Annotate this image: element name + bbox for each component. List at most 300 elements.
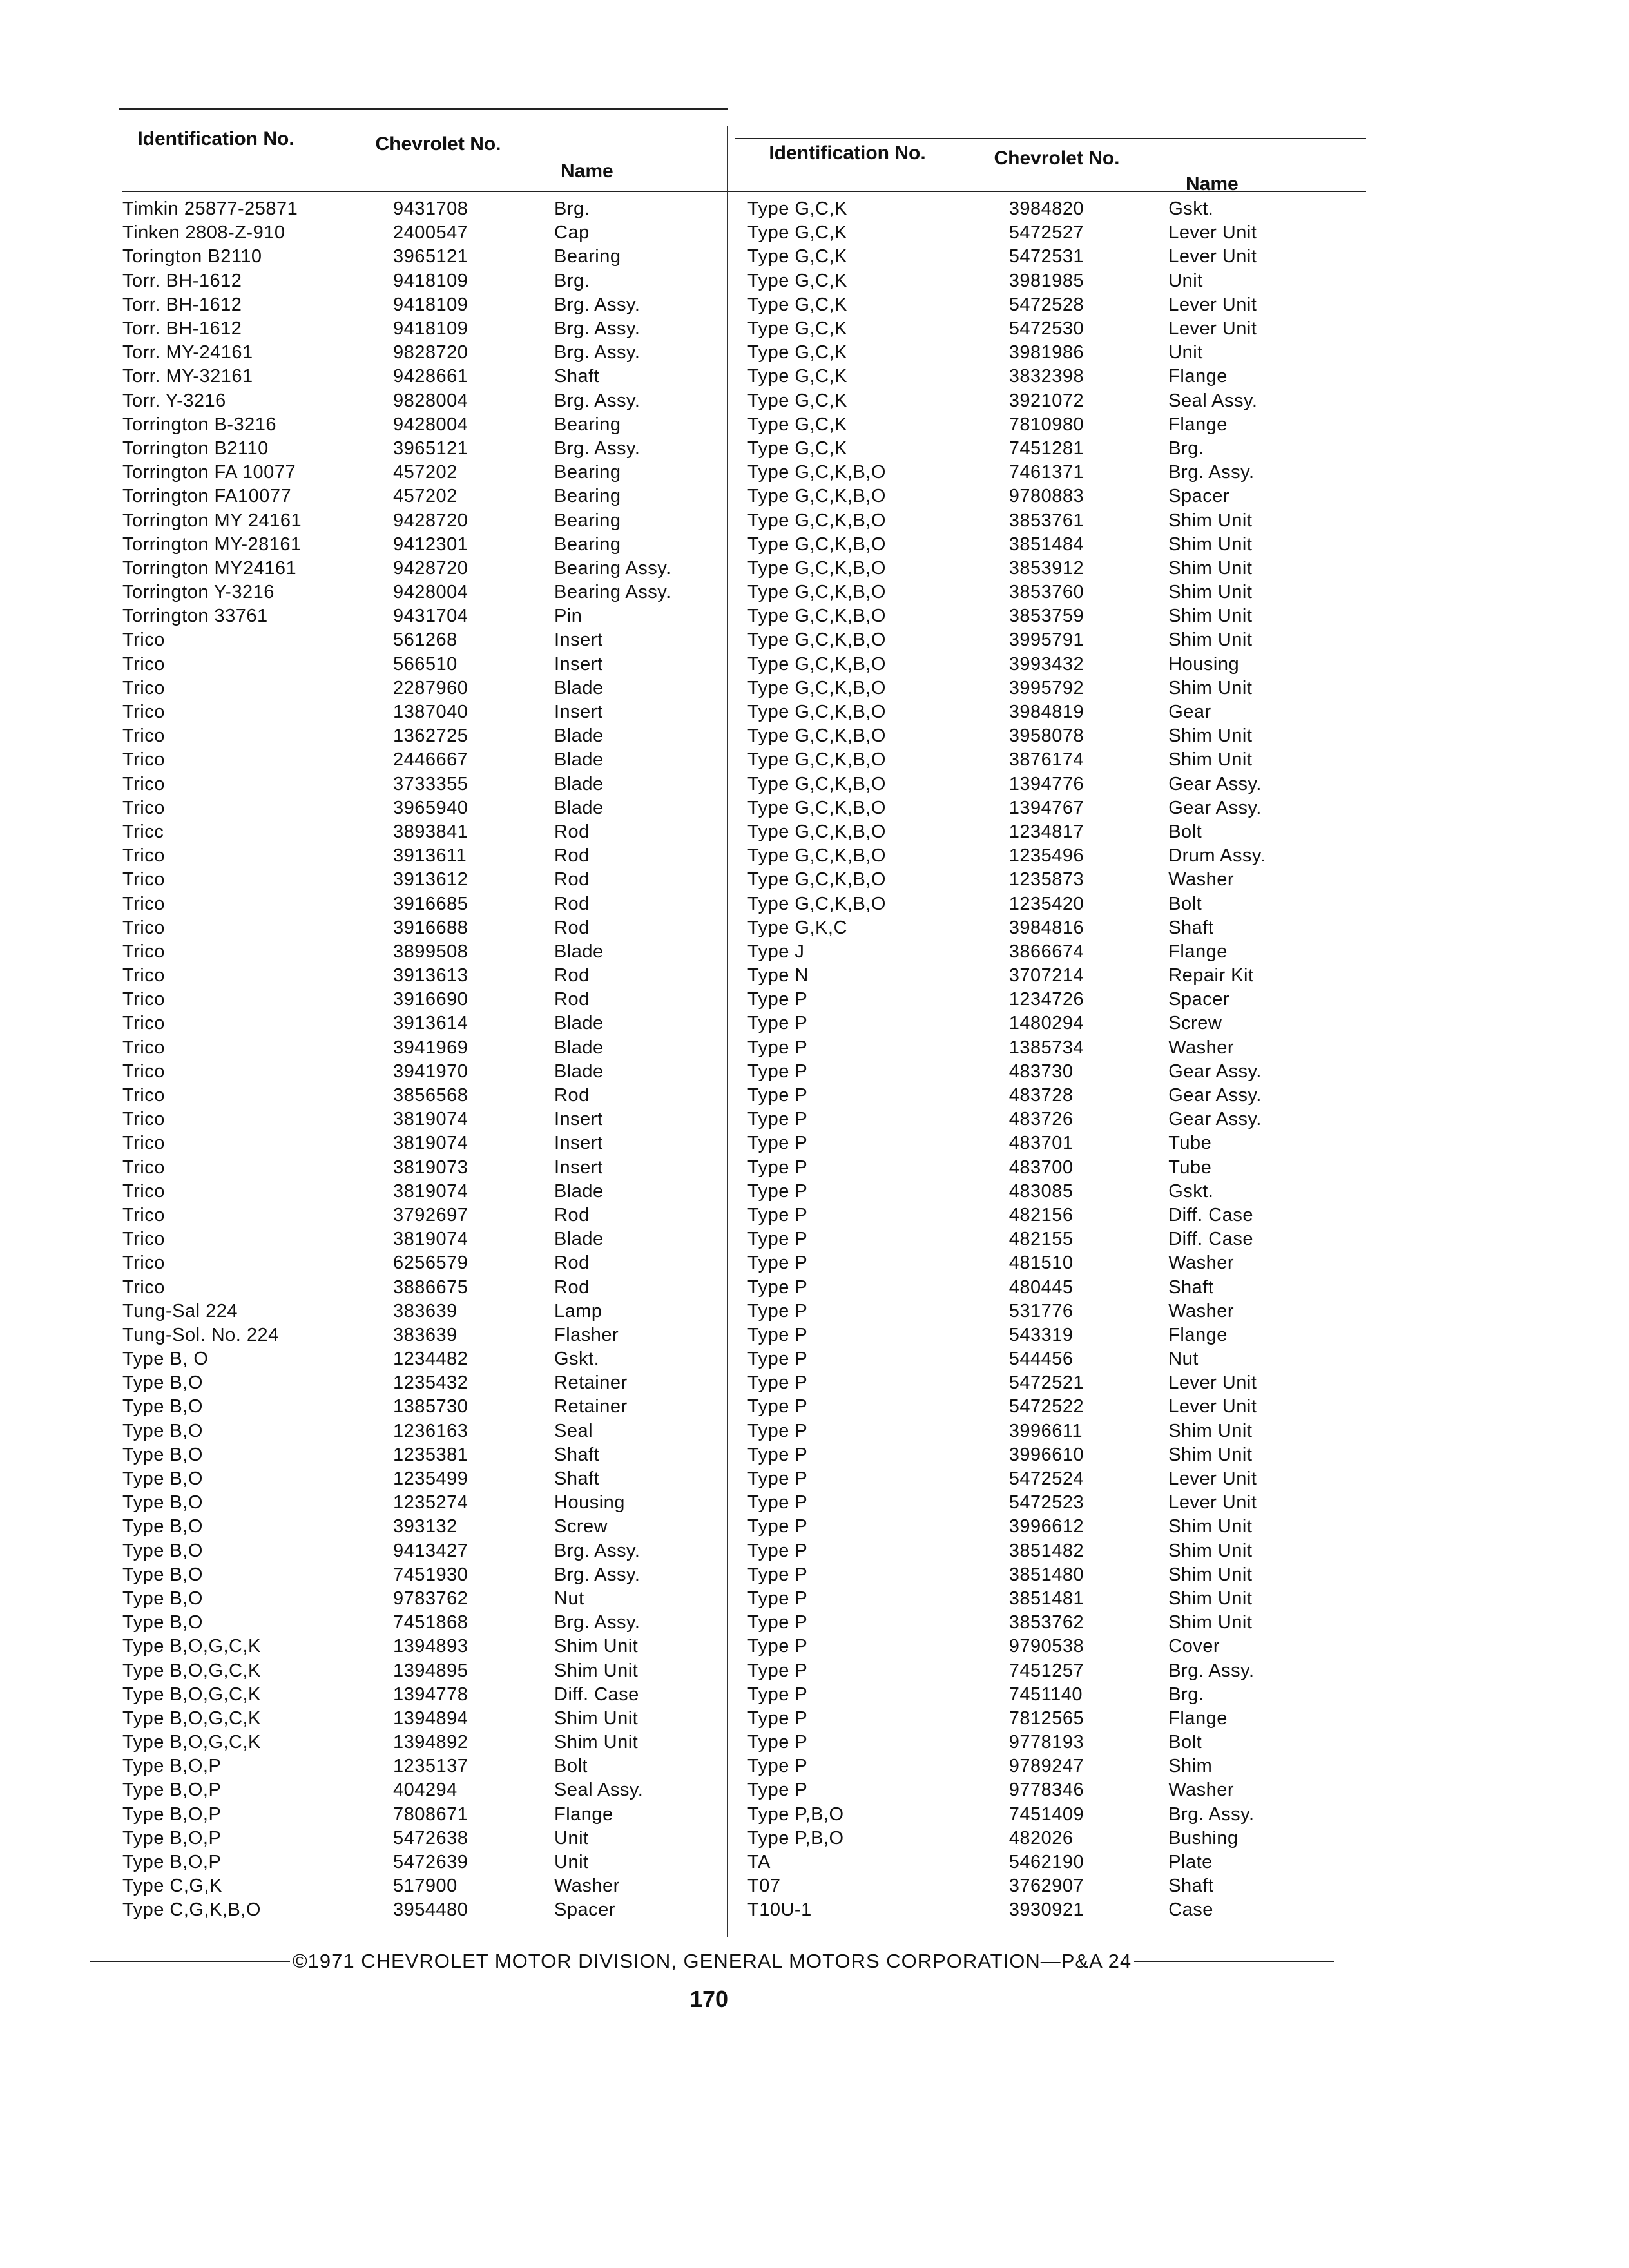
table-row bbox=[735, 1300, 1366, 1323]
identification-cell: Type B,O bbox=[122, 1420, 203, 1441]
identification-cell: Type G,C,K bbox=[747, 342, 847, 363]
identification-cell: Type P bbox=[747, 1492, 808, 1514]
identification-cell: Type G,C,K,B,O bbox=[747, 797, 886, 818]
identification-cell: Type G,C,K bbox=[747, 366, 847, 387]
identification-cell: Type P bbox=[747, 1349, 808, 1370]
part-name-cell: Insert bbox=[554, 702, 603, 723]
identification-cell: Type G,C,K,B,O bbox=[747, 557, 886, 579]
chevrolet-number-cell: 517900 bbox=[393, 1876, 458, 1897]
chevrolet-number-cell: 1394895 bbox=[393, 1660, 468, 1681]
table-row bbox=[122, 604, 754, 628]
part-name-cell: Blade bbox=[554, 1037, 604, 1058]
identification-cell: Type P bbox=[747, 1732, 808, 1753]
table-row bbox=[122, 1707, 754, 1731]
table-row bbox=[122, 1827, 754, 1850]
part-name-cell: Brg. Assy. bbox=[1168, 462, 1255, 483]
table-row bbox=[122, 628, 754, 652]
chevrolet-number-cell: 3733355 bbox=[393, 773, 468, 794]
table-row bbox=[735, 1275, 1366, 1299]
chevrolet-number-cell: 2400547 bbox=[393, 222, 468, 244]
table-row bbox=[735, 700, 1366, 724]
identification-cell: Torrington 33761 bbox=[122, 606, 268, 627]
table-row bbox=[122, 1467, 754, 1491]
identification-cell: T10U-1 bbox=[747, 1899, 812, 1921]
chevrolet-number-cell: 5472524 bbox=[1008, 1468, 1084, 1490]
table-row bbox=[122, 1874, 754, 1898]
part-name-cell: Shim Unit bbox=[1168, 749, 1253, 771]
identification-cell: Type G,C,K bbox=[747, 294, 847, 315]
table-row bbox=[122, 964, 754, 988]
part-name-cell: Shaft bbox=[1168, 1876, 1214, 1897]
table-row bbox=[122, 1251, 754, 1275]
identification-cell: Type B,O bbox=[122, 1492, 203, 1514]
identification-cell: Type G,C,K bbox=[747, 198, 847, 220]
table-row bbox=[122, 581, 754, 604]
table-row bbox=[122, 1443, 754, 1467]
part-name-cell: Lever Unit bbox=[1168, 222, 1257, 244]
chevrolet-number-cell: 483726 bbox=[1008, 1109, 1074, 1130]
table-row bbox=[735, 844, 1366, 868]
chevrolet-number-cell: 7810980 bbox=[1008, 414, 1084, 435]
chevrolet-number-cell: 9778346 bbox=[1008, 1780, 1084, 1801]
footer bbox=[90, 1950, 1334, 1973]
table-row bbox=[122, 1060, 754, 1084]
table-row bbox=[122, 1395, 754, 1419]
table-row bbox=[735, 892, 1366, 916]
table-row bbox=[122, 844, 754, 868]
part-name-cell: Screw bbox=[1168, 1013, 1222, 1034]
identification-cell: Trico bbox=[122, 726, 165, 747]
identification-cell: Type B,O,P bbox=[122, 1780, 222, 1801]
table-row bbox=[735, 677, 1366, 700]
part-name-cell: Bearing Assy. bbox=[554, 582, 671, 603]
identification-cell: Type P bbox=[747, 1564, 808, 1585]
part-name-cell: Diff. Case bbox=[1168, 1229, 1253, 1250]
table-row bbox=[122, 1108, 754, 1131]
part-name-cell: Diff. Case bbox=[1168, 1204, 1253, 1225]
part-name-cell: Brg. Assy. bbox=[554, 1564, 641, 1585]
chevrolet-number-cell: 1394894 bbox=[393, 1707, 468, 1729]
identification-cell: Trico bbox=[122, 917, 165, 938]
chevrolet-number-cell: 5472527 bbox=[1008, 222, 1084, 244]
table-row bbox=[122, 461, 754, 485]
chevrolet-number-cell: 9413427 bbox=[393, 1540, 468, 1561]
chevrolet-number-cell: 3876174 bbox=[1008, 749, 1084, 771]
identification-cell: Trico bbox=[122, 677, 165, 698]
part-name-cell: Blade bbox=[554, 773, 604, 794]
part-name-cell: Shim Unit bbox=[1168, 533, 1253, 555]
part-name-cell: Rod bbox=[554, 869, 590, 890]
header-chevrolet: Chevrolet No. bbox=[375, 133, 501, 155]
table-row bbox=[735, 437, 1366, 461]
chevrolet-number-cell: 9428720 bbox=[393, 510, 468, 531]
table-row bbox=[735, 293, 1366, 317]
table-row bbox=[122, 269, 754, 293]
identification-cell: Trico bbox=[122, 941, 165, 962]
table-row bbox=[122, 1036, 754, 1060]
identification-cell: Trico bbox=[122, 869, 165, 890]
chevrolet-number-cell: 543319 bbox=[1008, 1324, 1074, 1345]
table-row bbox=[735, 820, 1366, 844]
part-name-cell: Flange bbox=[1168, 941, 1228, 962]
table-row bbox=[735, 365, 1366, 389]
table-row bbox=[735, 1395, 1366, 1419]
page-number: 170 bbox=[689, 1986, 729, 2012]
table-row bbox=[122, 1275, 754, 1299]
table-row bbox=[735, 1491, 1366, 1515]
table-row bbox=[735, 1611, 1366, 1635]
part-name-cell: Lever Unit bbox=[1168, 246, 1257, 267]
table-row bbox=[735, 724, 1366, 748]
part-name-cell: Bearing bbox=[554, 462, 621, 483]
identification-cell: Trico bbox=[122, 1133, 165, 1154]
part-name-cell: Insert bbox=[554, 653, 603, 675]
table-row bbox=[122, 485, 754, 508]
chevrolet-number-cell: 3913613 bbox=[393, 965, 468, 986]
chevrolet-number-cell: 3886675 bbox=[393, 1276, 468, 1298]
part-name-cell: Insert bbox=[554, 629, 603, 651]
chevrolet-number-cell: 3954480 bbox=[393, 1899, 468, 1921]
part-name-cell: Unit bbox=[1168, 342, 1203, 363]
part-name-cell: Brg. bbox=[554, 270, 590, 291]
table-row bbox=[122, 1323, 754, 1347]
part-name-cell: Shim Unit bbox=[554, 1660, 639, 1681]
identification-cell: Type B,O,P bbox=[122, 1852, 222, 1873]
chevrolet-number-cell: 9431704 bbox=[393, 606, 468, 627]
part-name-cell: Shim Unit bbox=[554, 1732, 639, 1753]
part-name-cell: Plate bbox=[1168, 1852, 1213, 1873]
chevrolet-number-cell: 3853762 bbox=[1008, 1612, 1084, 1633]
chevrolet-number-cell: 1235420 bbox=[1008, 893, 1084, 914]
identification-cell: Type G,C,K,B,O bbox=[747, 533, 886, 555]
table-row bbox=[122, 1300, 754, 1323]
chevrolet-number-cell: 3707214 bbox=[1008, 965, 1084, 986]
table-row bbox=[735, 628, 1366, 652]
chevrolet-number-cell: 482155 bbox=[1008, 1229, 1074, 1250]
table-row bbox=[122, 1347, 754, 1371]
identification-cell: Type G,C,K,B,O bbox=[747, 486, 886, 507]
table-row bbox=[122, 557, 754, 581]
chevrolet-number-cell: 9428720 bbox=[393, 557, 468, 579]
chevrolet-number-cell: 1234817 bbox=[1008, 821, 1084, 842]
left-header bbox=[122, 126, 754, 192]
table-row bbox=[122, 437, 754, 461]
table-row bbox=[735, 1707, 1366, 1731]
part-name-cell: Rod bbox=[554, 989, 590, 1010]
identification-cell: Type B,O bbox=[122, 1588, 203, 1609]
identification-cell: Trico bbox=[122, 773, 165, 794]
table-row bbox=[122, 1515, 754, 1539]
identification-cell: Type G,C,K,B,O bbox=[747, 510, 886, 531]
chevrolet-number-cell: 3851484 bbox=[1008, 533, 1084, 555]
chevrolet-number-cell: 3965121 bbox=[393, 437, 468, 459]
part-name-cell: Gskt. bbox=[1168, 1180, 1214, 1202]
table-row bbox=[122, 1156, 754, 1180]
part-name-cell: Blade bbox=[554, 1061, 604, 1082]
part-name-cell: Shim Unit bbox=[1168, 629, 1253, 651]
table-row bbox=[122, 1539, 754, 1563]
left-column bbox=[122, 126, 754, 1923]
identification-cell: Type P,B,O bbox=[747, 1827, 844, 1849]
identification-cell: Type G,C,K,B,O bbox=[747, 629, 886, 651]
part-name-cell: Gear Assy. bbox=[1168, 797, 1262, 818]
part-name-cell: Unit bbox=[554, 1827, 589, 1849]
identification-cell: Torrington B-3216 bbox=[122, 414, 277, 435]
identification-cell: Trico bbox=[122, 702, 165, 723]
identification-cell: Type G,C,K,B,O bbox=[747, 726, 886, 747]
identification-cell: Torr. BH-1612 bbox=[122, 318, 242, 340]
chevrolet-number-cell: 3853759 bbox=[1008, 606, 1084, 627]
table-row bbox=[735, 1036, 1366, 1060]
table-row bbox=[735, 1227, 1366, 1251]
right-header bbox=[735, 126, 1366, 195]
chevrolet-number-cell: 1235137 bbox=[393, 1756, 468, 1777]
header-name: Name bbox=[1186, 173, 1239, 195]
chevrolet-number-cell: 383639 bbox=[393, 1300, 458, 1321]
table-row bbox=[735, 1251, 1366, 1275]
chevrolet-number-cell: 457202 bbox=[393, 462, 458, 483]
part-name-cell: Brg. Assy. bbox=[554, 342, 641, 363]
identification-cell: Torington B2110 bbox=[122, 246, 262, 267]
part-name-cell: Brg. bbox=[554, 198, 590, 220]
chevrolet-number-cell: 3916688 bbox=[393, 917, 468, 938]
chevrolet-number-cell: 544456 bbox=[1008, 1349, 1074, 1370]
table-row bbox=[735, 1731, 1366, 1754]
identification-cell: Trico bbox=[122, 797, 165, 818]
table-row bbox=[122, 1731, 754, 1754]
table-row bbox=[735, 604, 1366, 628]
identification-cell: Trico bbox=[122, 1276, 165, 1298]
part-name-cell: Drum Assy. bbox=[1168, 845, 1266, 867]
table-row bbox=[122, 1180, 754, 1204]
part-name-cell: Bearing bbox=[554, 510, 621, 531]
part-name-cell: Seal Assy. bbox=[554, 1780, 644, 1801]
part-name-cell: Shim Unit bbox=[1168, 557, 1253, 579]
table-row bbox=[122, 868, 754, 892]
table-row bbox=[735, 1898, 1366, 1922]
identification-cell: Type G,C,K,B,O bbox=[747, 582, 886, 603]
identification-cell: Type B, O bbox=[122, 1349, 209, 1370]
table-row bbox=[122, 1563, 754, 1587]
chevrolet-number-cell: 483700 bbox=[1008, 1157, 1074, 1178]
chevrolet-number-cell: 7451868 bbox=[393, 1612, 468, 1633]
part-name-cell: Blade bbox=[554, 797, 604, 818]
chevrolet-number-cell: 457202 bbox=[393, 486, 458, 507]
table-row bbox=[122, 1611, 754, 1635]
part-name-cell: Rod bbox=[554, 917, 590, 938]
part-name-cell: Shim Unit bbox=[1168, 1516, 1253, 1537]
identification-cell: Trico bbox=[122, 1157, 165, 1178]
part-name-cell: Spacer bbox=[1168, 989, 1230, 1010]
part-name-cell: Housing bbox=[1168, 653, 1240, 675]
table-row bbox=[735, 1180, 1366, 1204]
part-name-cell: Washer bbox=[1168, 869, 1235, 890]
part-name-cell: Bolt bbox=[1168, 893, 1202, 914]
table-row bbox=[735, 653, 1366, 677]
table-row bbox=[735, 1371, 1366, 1395]
identification-cell: Type P bbox=[747, 1109, 808, 1130]
chevrolet-number-cell: 9418109 bbox=[393, 294, 468, 315]
table-row bbox=[122, 677, 754, 700]
identification-cell: Type P bbox=[747, 1061, 808, 1082]
chevrolet-number-cell: 1394892 bbox=[393, 1732, 468, 1753]
chevrolet-number-cell: 3819073 bbox=[393, 1157, 468, 1178]
identification-cell: Type P bbox=[747, 1229, 808, 1250]
chevrolet-number-cell: 1234726 bbox=[1008, 989, 1084, 1010]
identification-cell: Type G,C,K bbox=[747, 437, 847, 459]
table-row bbox=[122, 1683, 754, 1707]
identification-cell: Type P bbox=[747, 1707, 808, 1729]
part-name-cell: Washer bbox=[1168, 1300, 1235, 1321]
part-name-cell: Blade bbox=[554, 677, 604, 698]
chevrolet-number-cell: 9412301 bbox=[393, 533, 468, 555]
table-row bbox=[122, 1850, 754, 1874]
identification-cell: Type P bbox=[747, 1612, 808, 1633]
table-row bbox=[122, 1778, 754, 1802]
table-row bbox=[735, 1563, 1366, 1587]
chevrolet-number-cell: 9428004 bbox=[393, 582, 468, 603]
chevrolet-number-cell: 1235274 bbox=[393, 1492, 468, 1514]
table-row bbox=[122, 1419, 754, 1443]
chevrolet-number-cell: 1235496 bbox=[1008, 845, 1084, 867]
table-row bbox=[735, 413, 1366, 437]
chevrolet-number-cell: 3995792 bbox=[1008, 677, 1084, 698]
chevrolet-number-cell: 3913611 bbox=[393, 845, 467, 867]
chevrolet-number-cell: 481510 bbox=[1008, 1253, 1074, 1274]
table-row bbox=[122, 1204, 754, 1227]
table-row bbox=[735, 868, 1366, 892]
identification-cell: Type P bbox=[747, 1660, 808, 1681]
chevrolet-number-cell: 3984819 bbox=[1008, 702, 1084, 723]
table-row bbox=[735, 1635, 1366, 1658]
identification-cell: Type P bbox=[747, 1013, 808, 1034]
identification-cell: Type P bbox=[747, 1253, 808, 1274]
identification-cell: Type G,C,K,B,O bbox=[747, 869, 886, 890]
table-row bbox=[122, 1658, 754, 1682]
chevrolet-number-cell: 7451409 bbox=[1008, 1803, 1084, 1825]
part-name-cell: Spacer bbox=[554, 1899, 615, 1921]
table-row bbox=[735, 581, 1366, 604]
identification-cell: Type C,G,K,B,O bbox=[122, 1899, 261, 1921]
identification-cell: Trico bbox=[122, 1109, 165, 1130]
identification-cell: Trico bbox=[122, 1013, 165, 1034]
part-name-cell: Screw bbox=[554, 1516, 608, 1537]
part-name-cell: Insert bbox=[554, 1157, 603, 1178]
part-name-cell: Shaft bbox=[554, 366, 600, 387]
table-row bbox=[735, 1347, 1366, 1371]
table-row bbox=[735, 1084, 1366, 1108]
chevrolet-number-cell: 9783762 bbox=[393, 1588, 468, 1609]
table-row bbox=[122, 1371, 754, 1395]
part-name-cell: Cover bbox=[1168, 1636, 1220, 1657]
chevrolet-number-cell: 1394776 bbox=[1008, 773, 1084, 794]
chevrolet-number-cell: 1480294 bbox=[1008, 1013, 1084, 1034]
chevrolet-number-cell: 3995791 bbox=[1008, 629, 1084, 651]
part-name-cell: Insert bbox=[554, 1133, 603, 1154]
identification-cell: Type P bbox=[747, 1444, 808, 1465]
part-name-cell: Brg. bbox=[1168, 1684, 1204, 1705]
part-name-cell: Blade bbox=[554, 1229, 604, 1250]
chevrolet-number-cell: 5462190 bbox=[1008, 1852, 1084, 1873]
chevrolet-number-cell: 9778193 bbox=[1008, 1732, 1084, 1753]
chevrolet-number-cell: 3965940 bbox=[393, 797, 468, 818]
part-name-cell: Rod bbox=[554, 1276, 590, 1298]
identification-cell: Type B,O bbox=[122, 1396, 203, 1418]
table-row bbox=[735, 1131, 1366, 1155]
part-name-cell: Gear Assy. bbox=[1168, 1085, 1262, 1106]
identification-cell: Type P bbox=[747, 1276, 808, 1298]
part-name-cell: Nut bbox=[554, 1588, 584, 1609]
table-row bbox=[735, 389, 1366, 413]
part-name-cell: Blade bbox=[554, 726, 604, 747]
table-row bbox=[735, 1419, 1366, 1443]
identification-cell: Type P bbox=[747, 1468, 808, 1490]
left-rows bbox=[122, 197, 754, 1923]
chevrolet-number-cell: 3996612 bbox=[1008, 1516, 1084, 1537]
table-row bbox=[735, 1515, 1366, 1539]
part-name-cell: Unit bbox=[1168, 270, 1203, 291]
part-name-cell: Cap bbox=[554, 222, 590, 244]
chevrolet-number-cell: 3819074 bbox=[393, 1133, 468, 1154]
table-row bbox=[122, 748, 754, 772]
part-name-cell: Flange bbox=[1168, 414, 1228, 435]
identification-cell: Type G,C,K bbox=[747, 390, 847, 411]
identification-cell: Torrington B2110 bbox=[122, 437, 269, 459]
table-row bbox=[122, 1131, 754, 1155]
identification-cell: Type G,C,K,B,O bbox=[747, 821, 886, 842]
identification-cell: Type G,C,K bbox=[747, 318, 847, 340]
identification-cell: Trico bbox=[122, 845, 165, 867]
footer-rule-right bbox=[1134, 1961, 1334, 1962]
part-name-cell: Rod bbox=[554, 821, 590, 842]
table-row bbox=[122, 221, 754, 245]
identification-cell: Type P bbox=[747, 1204, 808, 1225]
part-name-cell: Shim Unit bbox=[1168, 606, 1253, 627]
table-row bbox=[122, 341, 754, 365]
chevrolet-number-cell: 483728 bbox=[1008, 1085, 1074, 1106]
table-row bbox=[122, 1803, 754, 1827]
table-row bbox=[735, 461, 1366, 485]
part-name-cell: Tube bbox=[1168, 1157, 1212, 1178]
part-name-cell: Shim Unit bbox=[554, 1636, 639, 1657]
chevrolet-number-cell: 1235499 bbox=[393, 1468, 468, 1490]
chevrolet-number-cell: 1236163 bbox=[393, 1420, 468, 1441]
identification-cell: Type B,O,G,C,K bbox=[122, 1660, 261, 1681]
part-name-cell: Shim Unit bbox=[1168, 510, 1253, 531]
table-row bbox=[735, 508, 1366, 532]
identification-cell: Torrington MY 24161 bbox=[122, 510, 302, 531]
part-name-cell: Washer bbox=[554, 1876, 620, 1897]
identification-cell: Trico bbox=[122, 1204, 165, 1225]
part-name-cell: Brg. Assy. bbox=[554, 437, 641, 459]
part-name-cell: Gear Assy. bbox=[1168, 1109, 1262, 1130]
identification-cell: Type P bbox=[747, 1372, 808, 1394]
part-name-cell: Flange bbox=[1168, 366, 1228, 387]
identification-cell: Type G,C,K bbox=[747, 222, 847, 244]
identification-cell: Type B,O,P bbox=[122, 1803, 222, 1825]
table-row bbox=[735, 1539, 1366, 1563]
table-row bbox=[122, 1491, 754, 1515]
table-row bbox=[122, 1084, 754, 1108]
table-row bbox=[735, 1108, 1366, 1131]
chevrolet-number-cell: 5472522 bbox=[1008, 1396, 1084, 1418]
table-row bbox=[735, 1323, 1366, 1347]
chevrolet-number-cell: 3832398 bbox=[1008, 366, 1084, 387]
part-name-cell: Gskt. bbox=[554, 1349, 600, 1370]
identification-cell: Type B,O,P bbox=[122, 1756, 222, 1777]
chevrolet-number-cell: 3866674 bbox=[1008, 941, 1084, 962]
part-name-cell: Washer bbox=[1168, 1253, 1235, 1274]
